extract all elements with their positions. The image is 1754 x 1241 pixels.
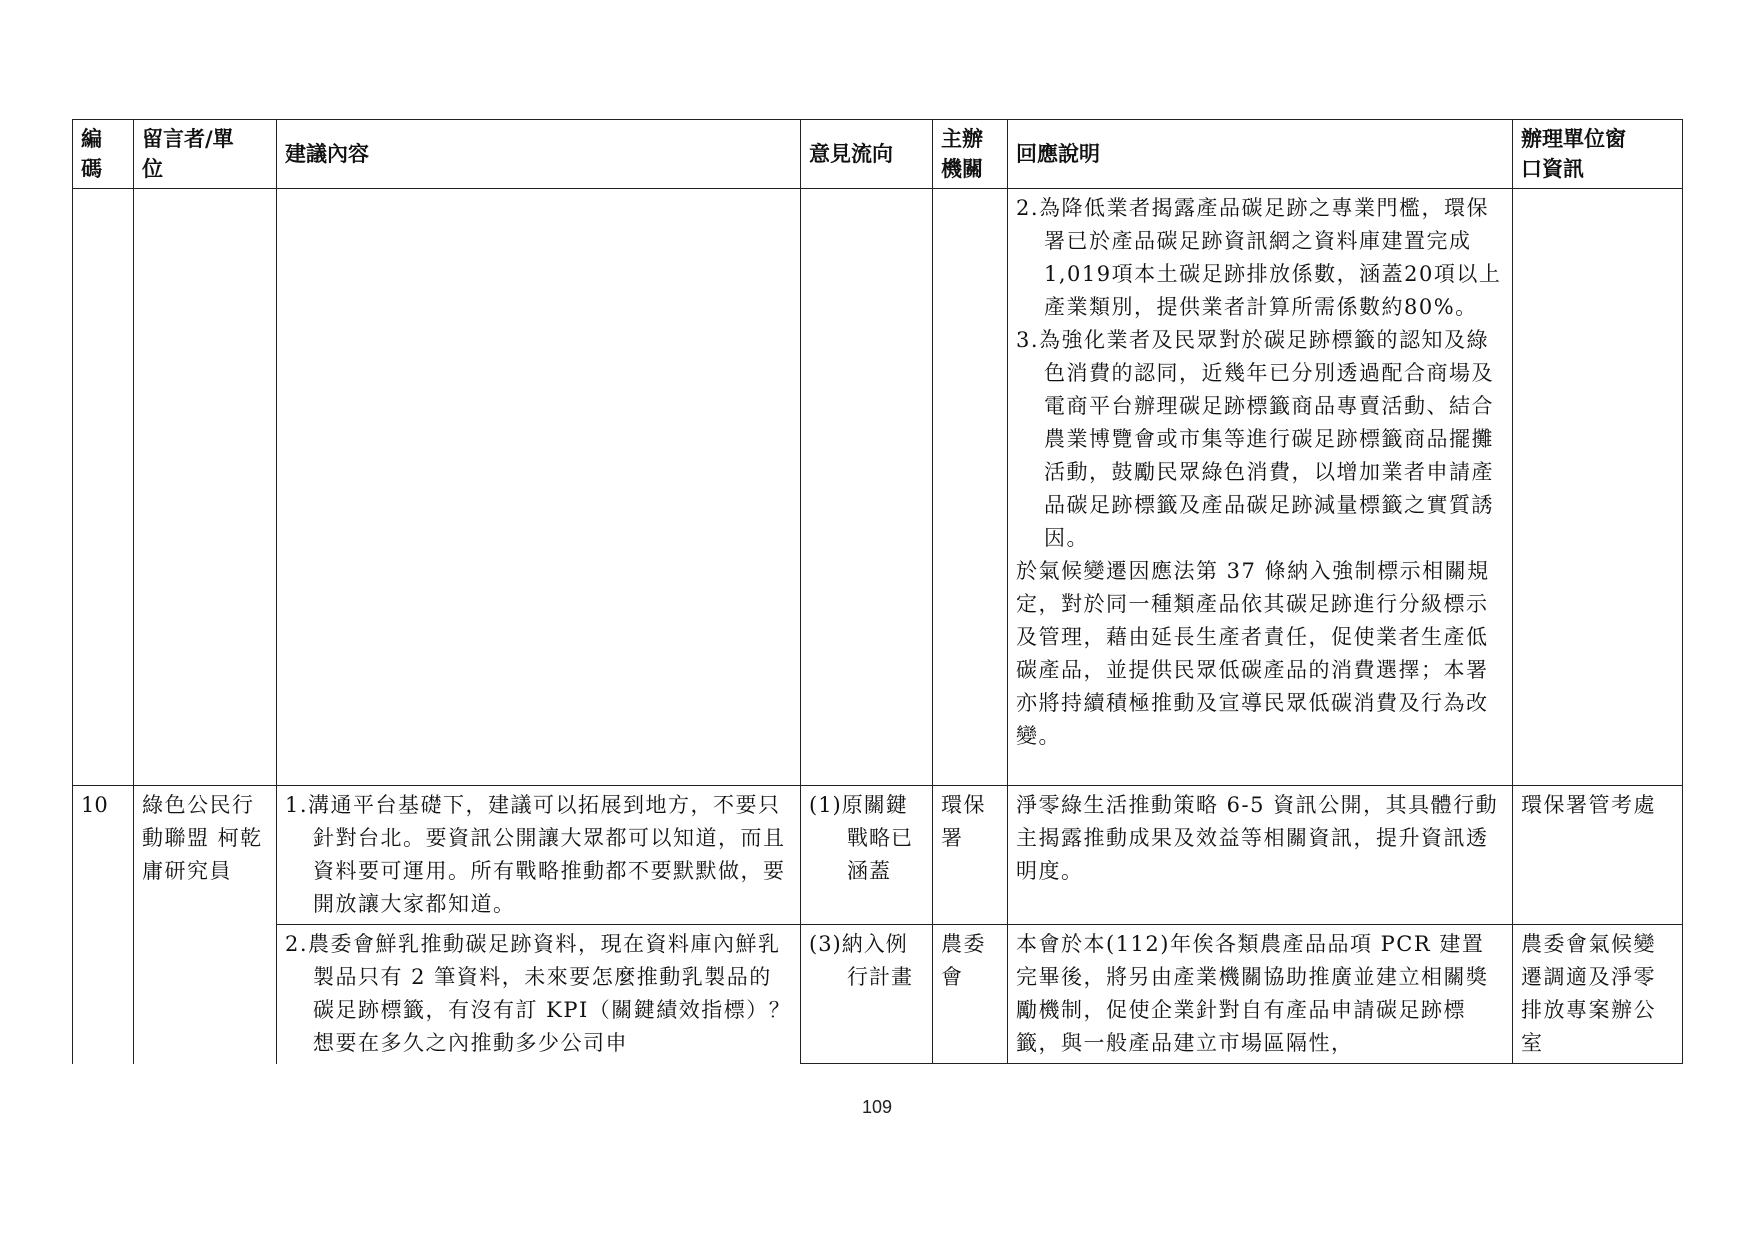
cell-commenter-continued [134, 189, 277, 786]
cell-suggestion-1 [277, 786, 801, 925]
cell-contact-2: 農委會氣候變遷調適及淨零排放專案辦公室 [1513, 925, 1683, 1064]
cell-no-continued [73, 189, 134, 786]
header-no: 編 碼 [73, 120, 134, 189]
suggestion-item-2: 2.農委會鮮乳推動碳足跡資料，現在資料庫內鮮乳製品只有 2 筆資料，未來要怎麼推動乳製品的碳足跡標籤，有沒有訂 KPI（關鍵績效指標）？想要在多久之內推動多少公司申 [285, 932, 792, 1055]
cell-response-continued [1008, 189, 1513, 786]
table-row [73, 189, 1683, 786]
table-header-row [73, 120, 1683, 189]
cell-flow-2 [801, 925, 933, 1064]
table-row [73, 925, 1683, 1064]
response-item-3: 3.為強化業者及民眾對於碳足跡標籤的認知及綠色消費的認同，近幾年已分別透過配合商場及電商平台辦理碳足跡標籤商品專賣活動、結合農業博覽會或市集等進行碳足跡標籤商品擺攤活動，鼓勵民眾綠色消費，以增加業者申請產品碳足跡標籤及產品碳足跡減量標籤之實質誘因。 [1016, 328, 1494, 550]
cell-agency-continued [933, 189, 1008, 786]
opinion-flow-2: (3)納入例行計畫 [809, 932, 913, 989]
response-item-2: 2.為降低業者揭露產品碳足跡之專業門檻，環保署已於產品碳足跡資訊網之資料庫建置完成1,019項本土碳足跡排放係數，涵蓋20項以上產業類別，提供業者計算所需係數約80%。 [1016, 196, 1502, 319]
header-contact: 辦理單位窗 口資訊 [1513, 120, 1683, 189]
header-agency: 主辦 機關 [933, 120, 1008, 189]
cell-no: 10 [73, 786, 134, 1064]
comment-response-table [72, 119, 1683, 1064]
header-opinion-flow: 意見流向 [801, 120, 933, 189]
response-paragraph: 於氣候變遷因應法第 37 條納入強制標示相關規定，對於同一種類產品依其碳足跡進行分級標示及管理，藉由延長生產者責任，促使業者生產低碳產品，並提供民眾低碳產品的消費選擇；本署亦將持續積極推動及宣導民眾低碳消費及行為改變。 [1016, 559, 1490, 748]
cell-response-2: 本會於本(112)年俟各類農產品品項 PCR 建置完畢後，將另由產業機關協助推廣並建立相關獎勵機制，促使企業針對自有產品申請碳足跡標籤，與一般產品建立市場區隔性， [1008, 925, 1513, 1064]
suggestion-item-1: 1.溝通平台基礎下，建議可以拓展到地方，不要只針對台北。要資訊公開讓大眾都可以知道，而且資料要可運用。所有戰略推動都不要默默做，要開放讓大家都知道。 [285, 793, 786, 916]
opinion-flow-1: (1)原關鍵戰略已涵蓋 [809, 793, 913, 883]
cell-agency-1: 環保署 [933, 786, 1008, 925]
cell-agency-2: 農委會 [933, 925, 1008, 1064]
page-number: 109 [861, 1097, 893, 1117]
cell-suggestion-2 [277, 925, 801, 1064]
cell-commenter: 綠色公民行動聯盟 柯乾庸研究員 [134, 786, 277, 1064]
header-suggestion: 建議內容 [277, 120, 801, 189]
cell-suggestion-continued [277, 189, 801, 786]
table-row [73, 786, 1683, 925]
cell-flow-continued [801, 189, 933, 786]
cell-contact-continued [1513, 189, 1683, 786]
header-response: 回應說明 [1008, 120, 1513, 189]
header-commenter: 留言者/單 位 [134, 120, 277, 189]
cell-response-1: 淨零綠生活推動策略 6-5 資訊公開，其具體行動主揭露推動成果及效益等相關資訊，提升資訊透明度。 [1008, 786, 1513, 925]
cell-contact-1: 環保署管考處 [1513, 786, 1683, 925]
cell-flow-1 [801, 786, 933, 925]
